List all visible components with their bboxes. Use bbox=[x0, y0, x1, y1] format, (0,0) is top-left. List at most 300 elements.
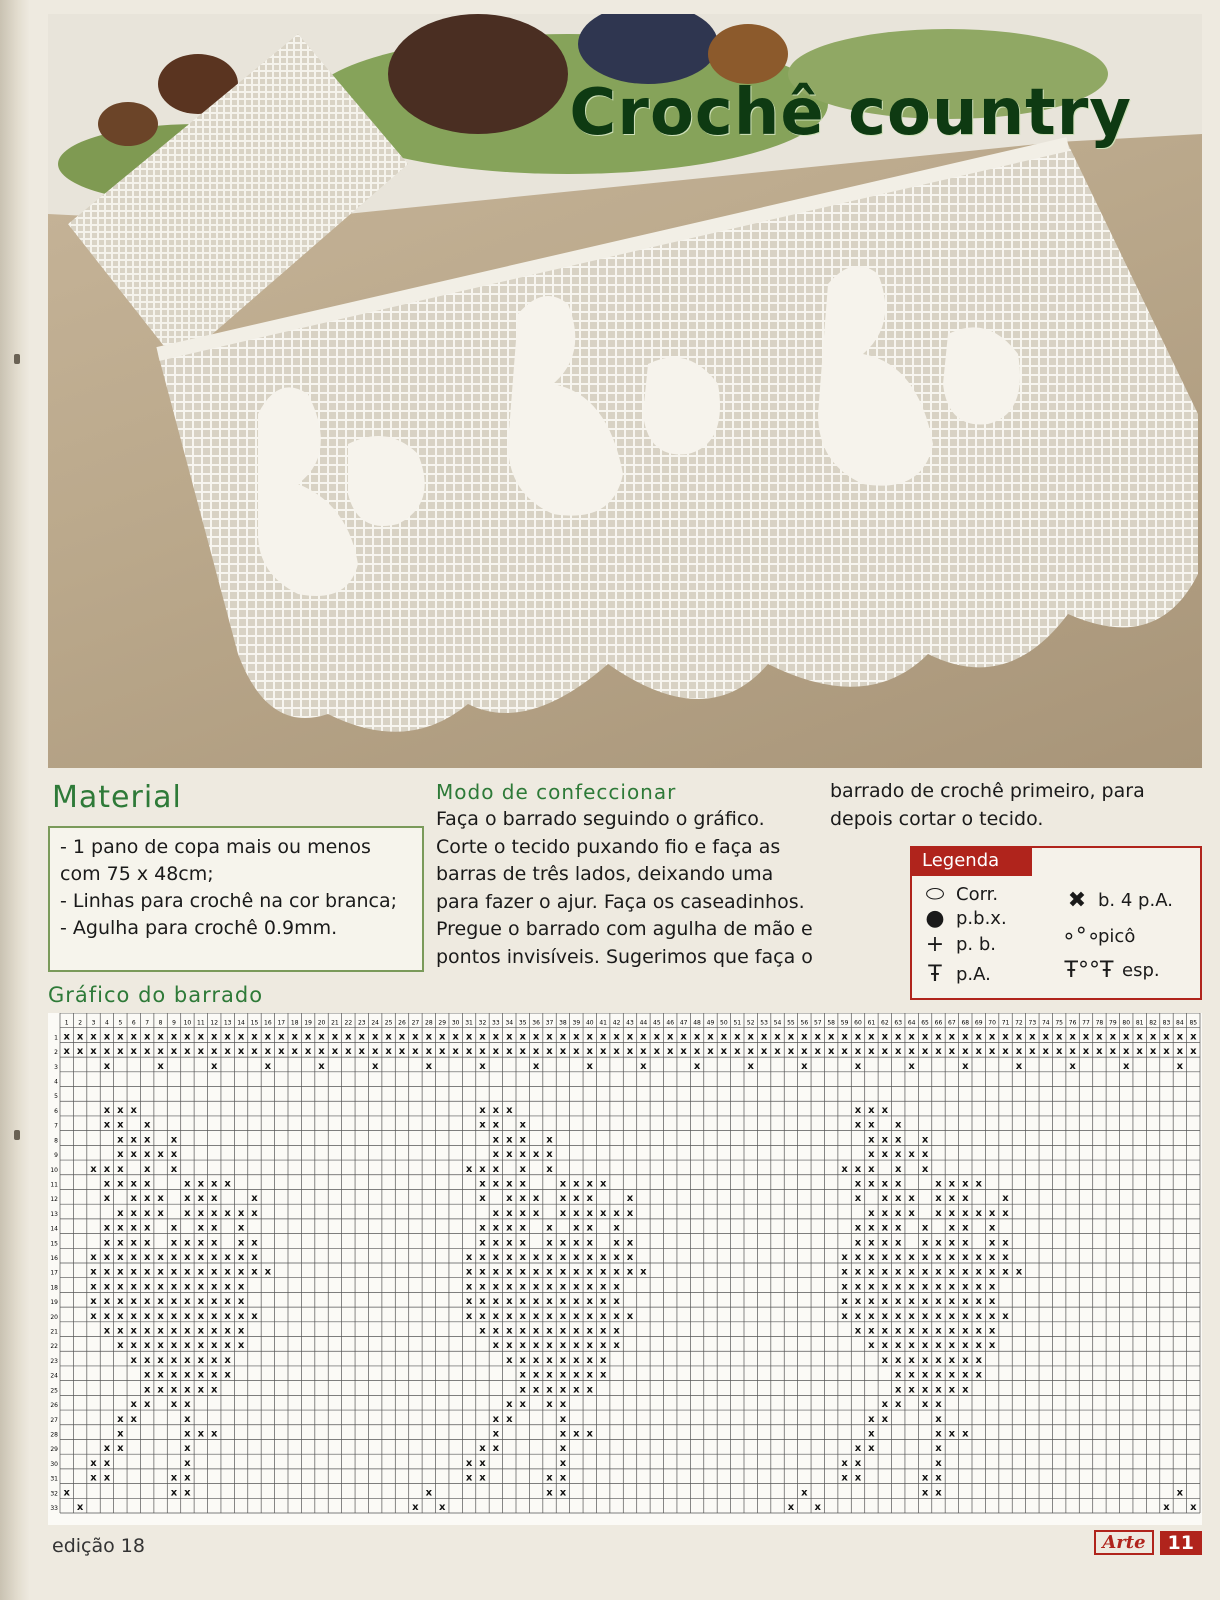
stitch-mark: x bbox=[1002, 1046, 1009, 1058]
stitch-mark: x bbox=[143, 1046, 151, 1058]
stitch-mark: x bbox=[693, 1031, 701, 1043]
chain-icon: ⬭ bbox=[925, 882, 945, 907]
stitch-mark: x bbox=[841, 1046, 848, 1058]
stitch-mark: x bbox=[626, 1310, 634, 1322]
block-icon: ✖ bbox=[1067, 888, 1087, 913]
stitch-mark: x bbox=[506, 1046, 513, 1058]
stitch-mark: x bbox=[613, 1296, 620, 1308]
stitch-mark: x bbox=[962, 1369, 969, 1381]
stitch-mark: x bbox=[921, 1296, 929, 1308]
stitch-mark: x bbox=[559, 1266, 567, 1278]
stitch-mark: x bbox=[130, 1325, 137, 1337]
row-number: 17 bbox=[50, 1269, 58, 1277]
stitch-mark: x bbox=[117, 1266, 124, 1278]
stitch-mark: x bbox=[130, 1413, 137, 1425]
stitch-mark: x bbox=[506, 1266, 513, 1278]
stitch-mark: x bbox=[921, 1354, 929, 1366]
stitch-mark: x bbox=[599, 1296, 607, 1308]
stitch-mark: x bbox=[707, 1031, 714, 1043]
stitch-mark: x bbox=[425, 1060, 433, 1072]
column-number: 21 bbox=[331, 1019, 339, 1027]
stitch-mark: x bbox=[895, 1354, 902, 1366]
stitch-mark: x bbox=[117, 1031, 124, 1043]
column-number: 11 bbox=[197, 1019, 205, 1027]
instructions-heading: Modo de confeccionar bbox=[436, 780, 677, 804]
stitch-mark: x bbox=[143, 1310, 151, 1322]
stitch-mark: x bbox=[935, 1399, 942, 1411]
stitch-mark: x bbox=[613, 1237, 620, 1249]
stitch-mark: x bbox=[197, 1031, 205, 1043]
stitch-mark: x bbox=[224, 1281, 231, 1293]
stitch-mark: x bbox=[559, 1340, 567, 1352]
stitch-mark: x bbox=[117, 1163, 124, 1175]
stitch-mark: x bbox=[962, 1060, 969, 1072]
column-number: 16 bbox=[264, 1019, 272, 1027]
stitch-mark: x bbox=[626, 1046, 634, 1058]
stitch-mark: x bbox=[170, 1310, 178, 1322]
stitch-mark: x bbox=[211, 1060, 218, 1072]
stitch-mark: x bbox=[492, 1031, 500, 1043]
stitch-mark: x bbox=[519, 1207, 526, 1219]
stitch-mark: x bbox=[492, 1252, 500, 1263]
stitch-mark: x bbox=[519, 1237, 526, 1249]
row-number: 15 bbox=[50, 1240, 58, 1248]
stitch-mark: x bbox=[814, 1046, 821, 1058]
column-number: 37 bbox=[545, 1019, 554, 1027]
stitch-mark: x bbox=[211, 1296, 218, 1308]
stitch-mark: x bbox=[331, 1046, 339, 1058]
stitch-mark: x bbox=[868, 1443, 875, 1455]
stitch-mark: x bbox=[224, 1296, 231, 1308]
stitch-mark: x bbox=[278, 1031, 285, 1043]
stitch-mark: x bbox=[747, 1046, 754, 1058]
stitch-mark: x bbox=[868, 1296, 875, 1308]
stitch-mark: x bbox=[425, 1487, 433, 1499]
stitch-mark: x bbox=[251, 1266, 258, 1278]
stitch-mark: x bbox=[143, 1340, 151, 1352]
stitch-mark: x bbox=[506, 1149, 513, 1161]
row-number: 19 bbox=[50, 1299, 58, 1307]
slip-stitch-icon: ● bbox=[925, 906, 945, 931]
stitch-mark: x bbox=[546, 1354, 553, 1366]
stitch-mark: x bbox=[948, 1369, 956, 1381]
stitch-mark: x bbox=[948, 1296, 956, 1308]
stitch-mark: x bbox=[962, 1266, 969, 1278]
stitch-mark: x bbox=[519, 1178, 526, 1190]
legend-item: ✖ b. 4 p.A. bbox=[1062, 888, 1173, 913]
stitch-mark: x bbox=[197, 1237, 205, 1249]
stitch-mark: x bbox=[143, 1178, 151, 1190]
stitch-mark: x bbox=[197, 1354, 205, 1366]
stitch-mark: x bbox=[868, 1104, 875, 1116]
stitch-mark: x bbox=[975, 1354, 982, 1366]
stitch-mark: x bbox=[948, 1193, 956, 1205]
stitch-mark: x bbox=[586, 1428, 593, 1440]
stitch-mark: x bbox=[854, 1325, 862, 1337]
column-number: 82 bbox=[1149, 1019, 1157, 1027]
stitch-mark: x bbox=[908, 1149, 915, 1161]
stitch-mark: x bbox=[908, 1046, 915, 1058]
column-number: 74 bbox=[1041, 1019, 1050, 1027]
row-number: 8 bbox=[54, 1137, 58, 1145]
stitch-mark: x bbox=[586, 1296, 593, 1308]
stitch-mark: x bbox=[479, 1119, 486, 1131]
column-number: 3 bbox=[91, 1019, 96, 1027]
stitch-mark: x bbox=[251, 1252, 258, 1263]
stitch-mark: x bbox=[546, 1369, 553, 1381]
row-number: 28 bbox=[50, 1431, 58, 1439]
stitch-mark: x bbox=[197, 1325, 205, 1337]
stitch-mark: x bbox=[975, 1325, 982, 1337]
stitch-mark: x bbox=[425, 1046, 433, 1058]
stitch-mark: x bbox=[1042, 1031, 1049, 1043]
row-number: 31 bbox=[50, 1475, 58, 1483]
stitch-mark: x bbox=[506, 1031, 513, 1043]
legend-item: ⬭ Corr. bbox=[920, 882, 998, 907]
stitch-mark: x bbox=[908, 1060, 915, 1072]
column-number: 58 bbox=[827, 1019, 835, 1027]
column-number: 45 bbox=[653, 1019, 661, 1027]
stitch-mark: x bbox=[921, 1237, 929, 1249]
stitch-mark: x bbox=[613, 1031, 620, 1043]
stitch-mark: x bbox=[975, 1281, 982, 1293]
stitch-mark: x bbox=[237, 1296, 245, 1308]
stitch-mark: x bbox=[559, 1310, 567, 1322]
column-number: 65 bbox=[921, 1019, 929, 1027]
stitch-mark: x bbox=[693, 1046, 701, 1058]
stitch-mark: x bbox=[103, 1252, 111, 1263]
column-number: 44 bbox=[639, 1019, 648, 1027]
stitch-mark: x bbox=[921, 1046, 929, 1058]
stitch-mark: x bbox=[519, 1399, 526, 1411]
stitch-mark: x bbox=[184, 1472, 191, 1484]
stitch-mark: x bbox=[868, 1046, 875, 1058]
stitch-mark: x bbox=[492, 1310, 500, 1322]
stitch-mark: x bbox=[251, 1207, 258, 1219]
stitch-mark: x bbox=[63, 1046, 70, 1058]
stitch-mark: x bbox=[868, 1428, 875, 1440]
stitch-mark: x bbox=[130, 1281, 137, 1293]
stitch-mark: x bbox=[935, 1031, 942, 1043]
chart-grid bbox=[48, 1013, 1202, 1525]
stitch-mark: x bbox=[599, 1252, 607, 1263]
stitch-mark: x bbox=[492, 1149, 500, 1161]
stitch-mark: x bbox=[465, 1046, 473, 1058]
stitch-mark: x bbox=[237, 1046, 245, 1058]
stitch-mark: x bbox=[479, 1281, 486, 1293]
stitch-mark: x bbox=[224, 1369, 231, 1381]
stitch-mark: x bbox=[519, 1252, 526, 1263]
stitch-mark: x bbox=[117, 1237, 124, 1249]
stitch-mark: x bbox=[130, 1031, 137, 1043]
stitch-mark: x bbox=[143, 1325, 151, 1337]
stitch-mark: x bbox=[117, 1178, 124, 1190]
stitch-mark: x bbox=[519, 1325, 526, 1337]
stitch-mark: x bbox=[465, 1031, 473, 1043]
stitch-mark: x bbox=[546, 1222, 553, 1234]
row-number: 33 bbox=[50, 1505, 58, 1512]
stitch-mark: x bbox=[532, 1193, 540, 1205]
stitch-mark: x bbox=[492, 1428, 500, 1440]
stitch-mark: x bbox=[841, 1163, 848, 1175]
stitch-mark: x bbox=[1002, 1031, 1009, 1043]
stitch-mark: x bbox=[345, 1046, 352, 1058]
stitch-mark: x bbox=[948, 1046, 956, 1058]
column-number: 25 bbox=[384, 1019, 393, 1027]
stitch-mark: x bbox=[1015, 1031, 1023, 1043]
stitch-mark: x bbox=[975, 1046, 982, 1058]
stitch-mark: x bbox=[613, 1325, 620, 1337]
column-number: 20 bbox=[317, 1019, 326, 1027]
stitch-mark: x bbox=[143, 1296, 151, 1308]
stitch-mark: x bbox=[613, 1252, 620, 1263]
stitch-mark: x bbox=[962, 1178, 969, 1190]
row-number: 1 bbox=[54, 1034, 58, 1042]
stitch-mark: x bbox=[546, 1472, 553, 1484]
stitch-mark: x bbox=[760, 1031, 768, 1043]
stitch-mark: x bbox=[143, 1237, 151, 1249]
column-number: 15 bbox=[250, 1019, 259, 1027]
stitch-mark: x bbox=[881, 1266, 889, 1278]
stitch-mark: x bbox=[881, 1207, 889, 1219]
stitch-mark: x bbox=[962, 1207, 969, 1219]
stitch-mark: x bbox=[586, 1354, 593, 1366]
stitch-mark: x bbox=[667, 1046, 674, 1058]
stitch-mark: x bbox=[559, 1443, 567, 1455]
stitch-mark: x bbox=[224, 1340, 231, 1352]
stitch-mark: x bbox=[211, 1340, 218, 1352]
stitch-mark: x bbox=[895, 1310, 902, 1322]
stitch-mark: x bbox=[439, 1046, 446, 1058]
row-number: 16 bbox=[50, 1255, 58, 1262]
stitch-mark: x bbox=[130, 1340, 137, 1352]
stitch-mark: x bbox=[532, 1031, 540, 1043]
stitch-mark: x bbox=[586, 1193, 593, 1205]
stitch-mark: x bbox=[962, 1428, 969, 1440]
stitch-mark: x bbox=[479, 1266, 486, 1278]
column-number: 83 bbox=[1162, 1019, 1171, 1027]
stitch-mark: x bbox=[948, 1178, 956, 1190]
stitch-mark: x bbox=[854, 1163, 862, 1175]
stitch-mark: x bbox=[948, 1384, 956, 1396]
stitch-mark: x bbox=[506, 1310, 513, 1322]
stitch-mark: x bbox=[519, 1369, 526, 1381]
material-heading: Material bbox=[52, 780, 182, 815]
stitch-mark: x bbox=[546, 1031, 553, 1043]
stitch-mark: x bbox=[868, 1413, 875, 1425]
stitch-mark: x bbox=[479, 1222, 486, 1234]
stitch-mark: x bbox=[76, 1502, 84, 1513]
stitch-mark: x bbox=[841, 1296, 848, 1308]
stitch-mark: x bbox=[988, 1310, 996, 1322]
stitch-mark: x bbox=[184, 1237, 191, 1249]
stitch-mark: x bbox=[559, 1281, 567, 1293]
stitch-mark: x bbox=[532, 1340, 540, 1352]
stitch-mark: x bbox=[479, 1296, 486, 1308]
stitch-mark: x bbox=[184, 1369, 191, 1381]
stitch-mark: x bbox=[143, 1207, 151, 1219]
stitch-mark: x bbox=[881, 1193, 889, 1205]
stitch-mark: x bbox=[264, 1266, 272, 1278]
stitch-mark: x bbox=[143, 1369, 151, 1381]
stitch-mark: x bbox=[868, 1178, 875, 1190]
stitch-mark: x bbox=[908, 1354, 915, 1366]
column-number: 64 bbox=[907, 1019, 916, 1027]
stitch-mark: x bbox=[881, 1399, 889, 1411]
stitch-mark: x bbox=[184, 1266, 191, 1278]
stitch-mark: x bbox=[559, 1354, 567, 1366]
stitch-mark: x bbox=[479, 1472, 486, 1484]
stitch-mark: x bbox=[157, 1031, 164, 1043]
stitch-mark: x bbox=[586, 1222, 593, 1234]
stitch-mark: x bbox=[801, 1487, 808, 1499]
stitch-mark: x bbox=[425, 1031, 433, 1043]
stitch-mark: x bbox=[573, 1384, 580, 1396]
stitch-mark: x bbox=[197, 1222, 205, 1234]
stitch-mark: x bbox=[103, 1472, 111, 1484]
stitch-mark: x bbox=[170, 1046, 178, 1058]
stitch-mark: x bbox=[1069, 1060, 1076, 1072]
stitch-mark: x bbox=[586, 1325, 593, 1337]
stitch-mark: x bbox=[559, 1413, 567, 1425]
column-number: 17 bbox=[277, 1019, 286, 1027]
stitch-mark: x bbox=[573, 1354, 580, 1366]
column-number: 75 bbox=[1055, 1019, 1063, 1027]
stitch-mark: x bbox=[358, 1031, 365, 1043]
stitch-mark: x bbox=[143, 1354, 151, 1366]
stitch-mark: x bbox=[680, 1031, 687, 1043]
column-number: 61 bbox=[867, 1019, 876, 1027]
stitch-mark: x bbox=[613, 1266, 620, 1278]
stitch-mark: x bbox=[854, 1443, 862, 1455]
stitch-mark: x bbox=[921, 1384, 929, 1396]
stitch-mark: x bbox=[532, 1266, 540, 1278]
stitch-mark: x bbox=[1015, 1046, 1023, 1058]
stitch-mark: x bbox=[103, 1060, 111, 1072]
stitch-mark: x bbox=[868, 1149, 875, 1161]
page-binding-edge bbox=[0, 0, 30, 1600]
stitch-mark: x bbox=[117, 1325, 124, 1337]
stitch-mark: x bbox=[801, 1060, 808, 1072]
stitch-mark: x bbox=[854, 1472, 862, 1484]
stitch-mark: x bbox=[479, 1178, 486, 1190]
stitch-mark: x bbox=[532, 1310, 540, 1322]
stitch-mark: x bbox=[224, 1046, 231, 1058]
stitch-mark: x bbox=[1015, 1060, 1023, 1072]
stitch-mark: x bbox=[385, 1031, 392, 1043]
stitch-mark: x bbox=[908, 1252, 915, 1263]
row-number: 27 bbox=[50, 1416, 58, 1424]
stitch-mark: x bbox=[908, 1266, 915, 1278]
stitch-mark: x bbox=[358, 1046, 365, 1058]
stitch-mark: x bbox=[211, 1193, 218, 1205]
stitch-mark: x bbox=[103, 1443, 111, 1455]
stitch-mark: x bbox=[599, 1325, 607, 1337]
column-number: 56 bbox=[800, 1019, 809, 1027]
stitch-mark: x bbox=[988, 1266, 996, 1278]
row-number: 14 bbox=[50, 1225, 58, 1233]
column-number: 23 bbox=[357, 1019, 366, 1027]
stitch-mark: x bbox=[465, 1472, 473, 1484]
stitch-mark: x bbox=[1015, 1266, 1023, 1278]
stitch-mark: x bbox=[1002, 1237, 1009, 1249]
crochet-chart bbox=[48, 1013, 1202, 1525]
row-number: 6 bbox=[54, 1107, 58, 1115]
stitch-mark: x bbox=[519, 1134, 526, 1146]
stitch-mark: x bbox=[439, 1502, 446, 1513]
space-icon: Ŧ°°Ŧ bbox=[1064, 958, 1114, 983]
stitch-mark: x bbox=[935, 1443, 942, 1455]
stitch-mark: x bbox=[1109, 1046, 1117, 1058]
column-number: 48 bbox=[693, 1019, 701, 1027]
stitch-mark: x bbox=[559, 1369, 567, 1381]
stitch-mark: x bbox=[532, 1369, 540, 1381]
stitch-mark: x bbox=[881, 1237, 889, 1249]
stitch-mark: x bbox=[211, 1222, 218, 1234]
stitch-mark: x bbox=[573, 1266, 580, 1278]
stitch-mark: x bbox=[881, 1104, 889, 1116]
row-number: 7 bbox=[54, 1122, 58, 1130]
legend-item: ∘°∘ picô bbox=[1062, 924, 1136, 949]
stitch-mark: x bbox=[1190, 1502, 1197, 1513]
stitch-mark: x bbox=[881, 1325, 889, 1337]
stitch-mark: x bbox=[586, 1384, 593, 1396]
stitch-mark: x bbox=[251, 1031, 258, 1043]
stitch-mark: x bbox=[895, 1237, 902, 1249]
stitch-mark: x bbox=[130, 1207, 137, 1219]
stitch-mark: x bbox=[117, 1340, 124, 1352]
stitch-mark: x bbox=[1109, 1031, 1117, 1043]
stitch-mark: x bbox=[1055, 1031, 1063, 1043]
stitch-mark: x bbox=[908, 1325, 915, 1337]
stitch-mark: x bbox=[211, 1031, 218, 1043]
stitch-mark: x bbox=[921, 1369, 929, 1381]
stitch-mark: x bbox=[559, 1046, 567, 1058]
stitch-mark: x bbox=[1149, 1046, 1157, 1058]
stitch-mark: x bbox=[1163, 1046, 1170, 1058]
stitch-mark: x bbox=[962, 1031, 969, 1043]
stitch-mark: x bbox=[130, 1399, 137, 1411]
stitch-mark: x bbox=[130, 1149, 137, 1161]
stitch-mark: x bbox=[157, 1193, 164, 1205]
stitch-mark: x bbox=[854, 1296, 862, 1308]
stitch-mark: x bbox=[251, 1193, 258, 1205]
stitch-mark: x bbox=[1002, 1310, 1009, 1322]
stitch-mark: x bbox=[881, 1281, 889, 1293]
stitch-mark: x bbox=[948, 1252, 956, 1263]
stitch-mark: x bbox=[962, 1354, 969, 1366]
stitch-mark: x bbox=[143, 1134, 151, 1146]
stitch-mark: x bbox=[170, 1399, 178, 1411]
stitch-mark: x bbox=[573, 1340, 580, 1352]
stitch-mark: x bbox=[895, 1384, 902, 1396]
stitch-mark: x bbox=[479, 1193, 486, 1205]
stitch-mark: x bbox=[184, 1487, 191, 1499]
column-number: 47 bbox=[679, 1019, 688, 1027]
stitch-mark: x bbox=[962, 1384, 969, 1396]
stitch-mark: x bbox=[237, 1237, 245, 1249]
stitch-mark: x bbox=[157, 1296, 164, 1308]
stitch-mark: x bbox=[573, 1325, 580, 1337]
stitch-mark: x bbox=[184, 1207, 191, 1219]
stitch-mark: x bbox=[573, 1031, 580, 1043]
stitch-mark: x bbox=[573, 1222, 580, 1234]
stitch-mark: x bbox=[492, 1281, 500, 1293]
stitch-mark: x bbox=[304, 1046, 312, 1058]
stitch-mark: x bbox=[881, 1354, 889, 1366]
stitch-mark: x bbox=[841, 1472, 848, 1484]
stitch-mark: x bbox=[224, 1354, 231, 1366]
